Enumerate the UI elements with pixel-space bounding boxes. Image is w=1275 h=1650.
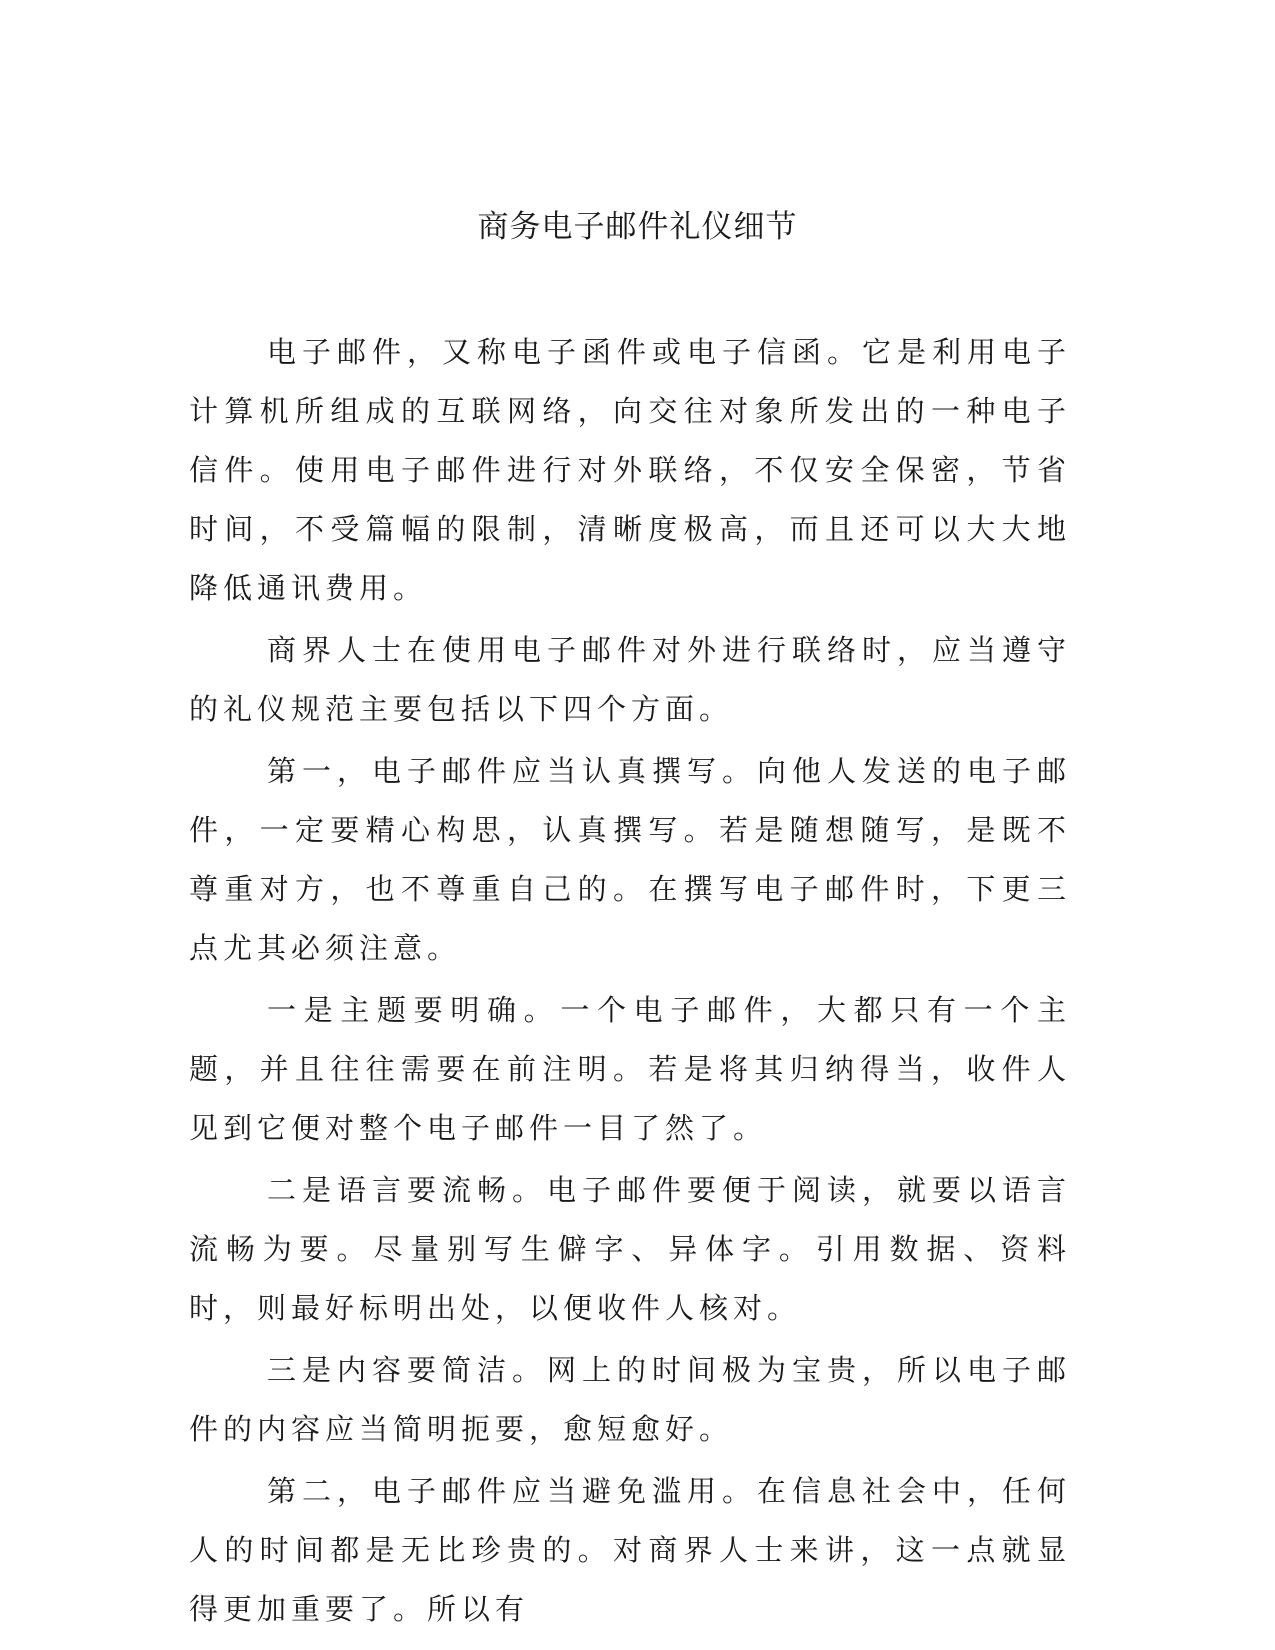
paragraph-7: 第二，电子邮件应当避免滥用。在信息社会中，任何人的时间都是无比珍贵的。对商界人士来讲，这一点就显得更加重要了。所以有 [189,1474,1071,1626]
paragraph-1: 电子邮件，又称电子函件或电子信函。它是利用电子计算机所组成的互联网络，向交往对象所发出的一种电子信件。使用电子邮件进行对外联络，不仅安全保密，节省时间，不受篇幅的限制，清晰度极高，而且还可以大大地降低通讯费用。 [189,335,1071,605]
paragraph-3: 第一，电子邮件应当认真撰写。向他人发送的电子邮件，一定要精心构思，认真撰写。若是随想随写，是既不尊重对方，也不尊重自己的。在撰写电子邮件时，下更三点尤其必须注意。 [189,754,1071,965]
paragraph-2: 商界人士在使用电子邮件对外进行联络时，应当遵守的礼仪规范主要包括以下四个方面。 [189,633,1071,726]
document-title: 商务电子邮件礼仪细节 [477,209,798,245]
paragraph-5: 二是语言要流畅。电子邮件要便于阅读，就要以语言流畅为要。尽量别写生僻字、异体字。引用数据、资料时，则最好标明出处，以便收件人核对。 [189,1173,1071,1325]
paragraph-6: 三是内容要简洁。网上的时间极为宝贵，所以电子邮件的内容应当简明扼要，愈短愈好。 [189,1353,1071,1446]
document-body [189,323,1071,1642]
paragraph-4: 一是主题要明确。一个电子邮件，大都只有一个主题，并且往往需要在前注明。若是将其归纳得当，收件人见到它便对整个电子邮件一目了然了。 [189,993,1071,1145]
